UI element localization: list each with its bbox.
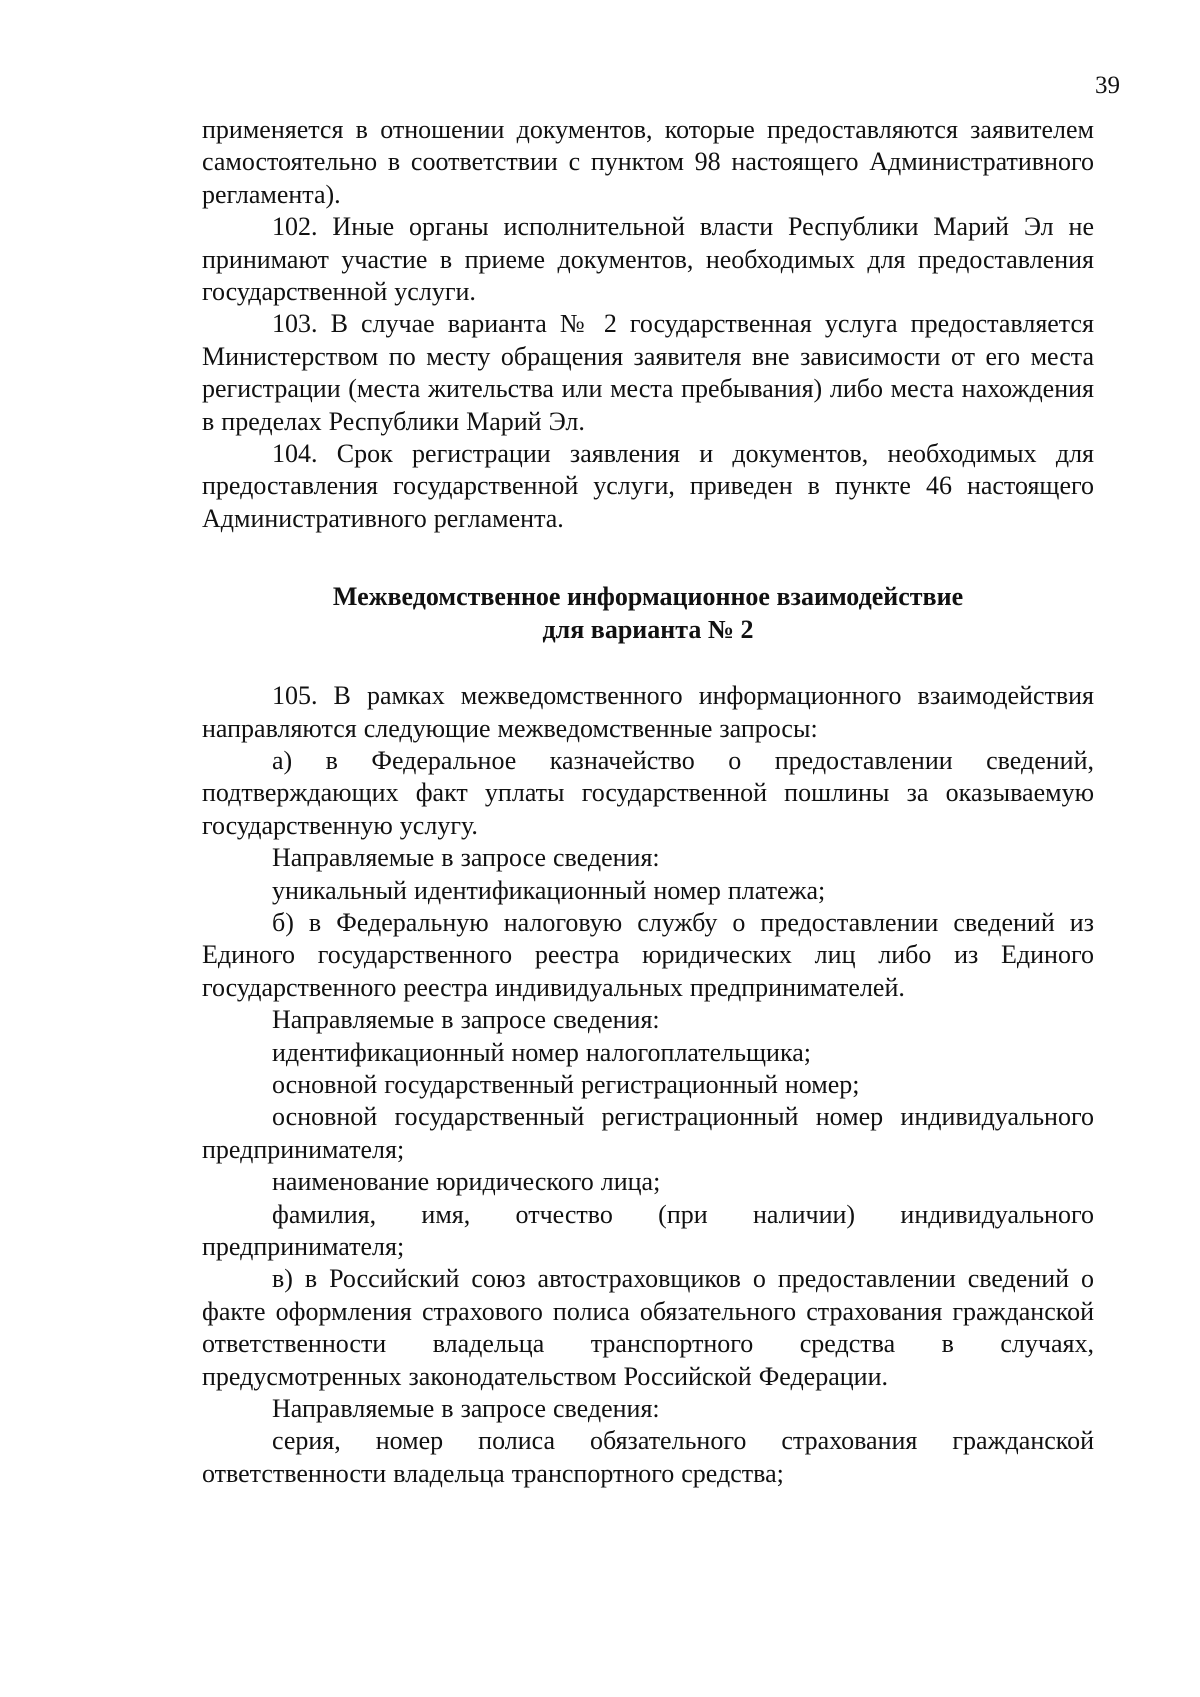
- paragraph-continuation: применяется в отношении документов, которые предоставляются заявителем самостоятельно в соответствии с пунктом 98 настоящего Административного регламента).: [202, 115, 1094, 209]
- list-item-text: фамилия, имя, отчество (при наличии) индивидуального предпринимателя;: [202, 1199, 1094, 1261]
- list-item-text: Направляемые в запросе сведения:: [272, 1394, 660, 1424]
- spacer: [202, 535, 1094, 581]
- spacer: [202, 646, 1094, 680]
- document-body: [202, 114, 1094, 1490]
- section-heading-line-1: Межведомственное информационное взаимодействие: [332, 582, 964, 612]
- list-item-text: Направляемые в запросе сведения:: [272, 1005, 660, 1035]
- paragraph-103: 103. В случае варианта № 2 государственная услуга предоставляется Министерством по месту обращения заявителя вне зависимости от его места регистрации (места жительства или места пребывания) либо места нахождения в пределах Республики Марий Эл.: [202, 309, 1094, 436]
- list-item-text: уникальный идентификационный номер платежа;: [272, 875, 826, 905]
- list-item-c: в) в Российский союз автостраховщиков о предоставлении сведений о факте оформления страхового полиса обязательного страхования гражданской ответственности владельца транспортного средства в случаях, предусмотренных законодательством Российской Федерации.: [202, 1264, 1094, 1391]
- list-item-text: основной государственный регистрационный номер;: [272, 1069, 860, 1099]
- page-number: 39: [1095, 72, 1120, 99]
- list-item-text: идентификационный номер налогоплательщика;: [272, 1037, 811, 1067]
- list-item-text: серия, номер полиса обязательного страхования гражданской ответственности владельца транспортного средства;: [202, 1426, 1094, 1488]
- list-item-text: наименование юридического лица;: [272, 1167, 661, 1197]
- list-item-b: б) в Федеральную налоговую службу о предоставлении сведений из Единого государственного реестра юридических лиц либо из Единого государственного реестра индивидуальных предпринимателей.: [202, 907, 1094, 1002]
- paragraph-104: 104. Срок регистрации заявления и документов, необходимых для предоставления государственной услуги, приведен в пункте 46 настоящего Административного регламента.: [202, 439, 1094, 533]
- list-item-a: а) в Федеральное казначейство о предоставлении сведений, подтверждающих факт уплаты государственной пошлины за оказываемую государственную услугу.: [202, 745, 1094, 840]
- paragraph-102: 102. Иные органы исполнительной власти Республики Марий Эл не принимают участие в приеме документов, необходимых для предоставления государственной услуги.: [202, 212, 1094, 307]
- section-heading: [202, 581, 1094, 646]
- list-item-text: Направляемые в запросе сведения:: [272, 843, 660, 873]
- list-item-text: основной государственный регистрационный номер индивидуального предпринимателя;: [202, 1102, 1094, 1164]
- section-heading-line-2: для варианта № 2: [542, 614, 754, 644]
- paragraph-105: 105. В рамках межведомственного информационного взаимодействия направляются следующие межведомственные запросы:: [202, 681, 1094, 743]
